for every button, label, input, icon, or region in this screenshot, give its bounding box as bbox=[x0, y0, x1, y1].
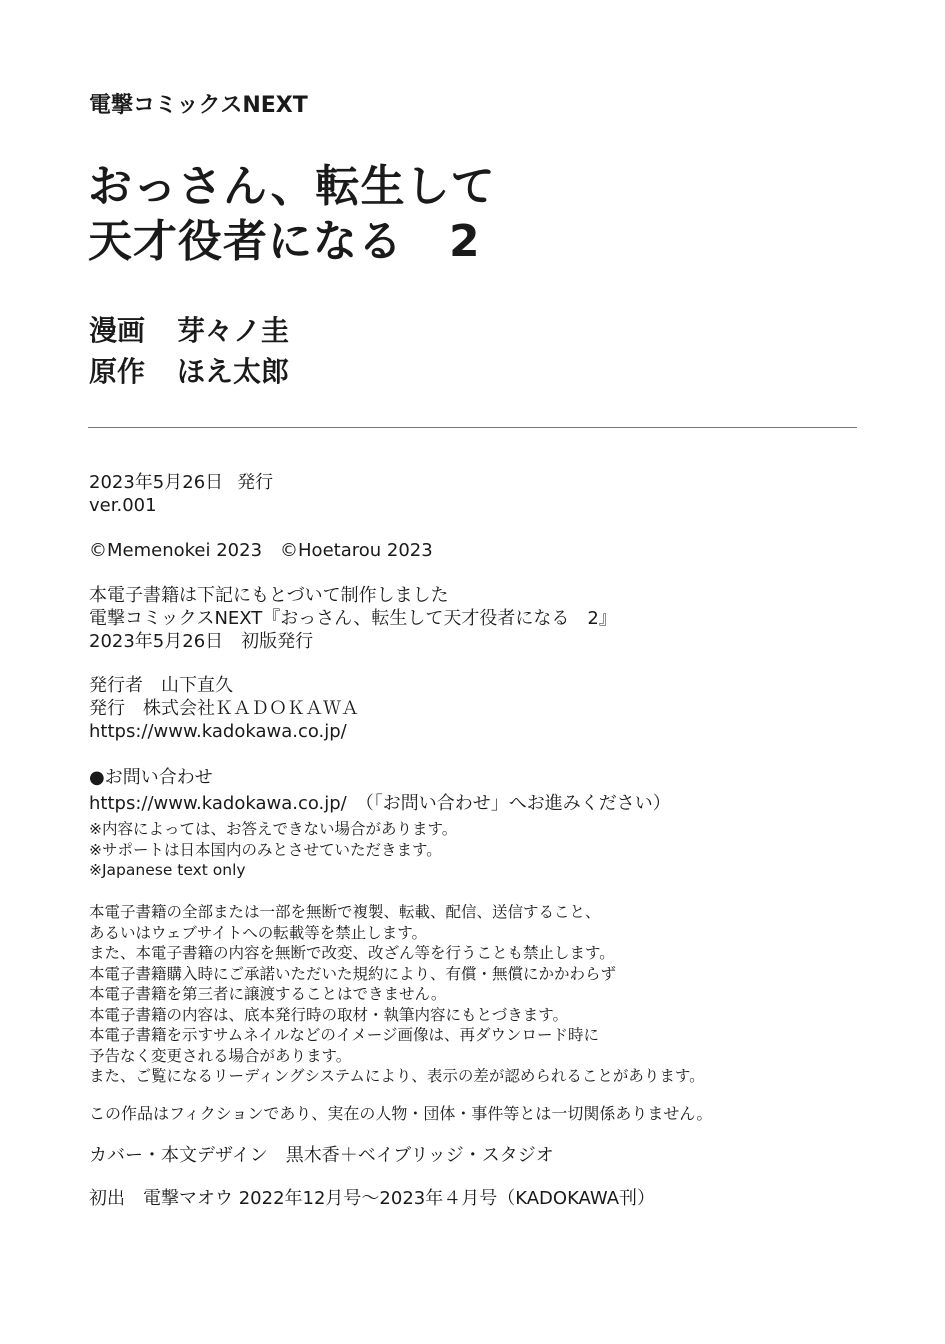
legal-line: 本電子書籍購入時にご承諾いただいた規約により、有償・無償にかかわらず bbox=[89, 964, 617, 983]
divider-line bbox=[88, 427, 857, 428]
copyright: ©Memenokei 2023 ©Hoetarou 2023 bbox=[89, 540, 433, 561]
publish-date-line bbox=[89, 471, 273, 494]
imprint-label: 電撃コミックスNEXT bbox=[89, 93, 308, 118]
credit-role: 原作 bbox=[89, 355, 146, 388]
publish-suffix: 発行 bbox=[237, 472, 274, 493]
inquiry-heading: ●お問い合わせ bbox=[89, 767, 213, 788]
volume-number: 2 bbox=[449, 216, 481, 267]
credit-artist bbox=[89, 309, 289, 349]
source-edition bbox=[89, 584, 617, 653]
publisher-line: 発行者 山下直久 bbox=[89, 675, 233, 696]
source-line: 2023年5月26日 初版発行 bbox=[89, 631, 314, 652]
publish-info bbox=[89, 471, 273, 517]
legal-line: 本電子書籍の内容は、底本発行時の取材・執筆内容にもとづきます。 bbox=[89, 1005, 568, 1024]
book-title-line-2 bbox=[88, 205, 481, 269]
inquiry-url: https://www.kadokawa.co.jp/ （「お問い合わせ」へお進みください） bbox=[89, 793, 671, 814]
credit-role: 漫画 bbox=[89, 314, 146, 347]
legal-notice bbox=[89, 902, 705, 1087]
credit-name: 芽々ノ圭 bbox=[177, 314, 290, 347]
legal-line: 本電子書籍の全部または一部を無断で複製、転載、配信、送信すること、 bbox=[89, 903, 601, 921]
legal-line: 本電子書籍を示すサムネイルなどのイメージ画像は、再ダウンロード時に bbox=[89, 1026, 599, 1044]
legal-line: 予告なく変更される場合があります。 bbox=[89, 1046, 352, 1065]
legal-line: あるいはウェブサイトへの転載等を禁止します。 bbox=[89, 923, 428, 942]
inquiry-note: ※内容によっては、お答えできない場合があります。 bbox=[89, 820, 458, 838]
publisher-url: https://www.kadokawa.co.jp/ bbox=[89, 721, 347, 742]
design-credit: カバー・本文デザイン 黒木香＋ベイブリッジ・スタジオ bbox=[89, 1145, 554, 1166]
inquiry-note: ※サポートは日本国内のみとさせていただきます。 bbox=[89, 840, 442, 859]
legal-line: また、本電子書籍の内容を無断で改変、改ざん等を行うことも禁止します。 bbox=[89, 944, 615, 962]
fiction-notice: この作品はフィクションであり、実在の人物・団体・事件等とは一切関係ありません。 bbox=[89, 1104, 713, 1123]
source-line: 本電子書籍は下記にもとづいて制作しました bbox=[89, 585, 449, 606]
book-title-line-1: おっさん、転生して bbox=[88, 161, 496, 212]
publisher-info bbox=[89, 674, 359, 743]
inquiry-section bbox=[89, 765, 671, 817]
inquiry-notes bbox=[89, 819, 457, 881]
publish-date: 2023年5月26日 bbox=[89, 472, 224, 493]
first-published: 初出 電撃マオウ 2022年12月号～2023年４月号（KADOKAWA刊） bbox=[89, 1188, 656, 1209]
book-title-line-2-text: 天才役者になる bbox=[88, 216, 403, 267]
publisher-line: 発行 株式会社ＫＡＤＯＫＡＷＡ bbox=[89, 698, 359, 719]
inquiry-note: ※Japanese text only bbox=[89, 861, 246, 879]
source-line: 電撃コミックスNEXT『おっさん、転生して天才役者になる 2』 bbox=[89, 608, 617, 629]
version: ver.001 bbox=[89, 495, 157, 516]
credit-author bbox=[89, 350, 289, 390]
credit-name: ほえ太郎 bbox=[177, 355, 290, 388]
legal-line: また、ご覧になるリーディングシステムにより、表示の差が認められることがあります。 bbox=[89, 1067, 705, 1085]
legal-line: 本電子書籍を第三者に譲渡することはできません。 bbox=[89, 985, 447, 1003]
